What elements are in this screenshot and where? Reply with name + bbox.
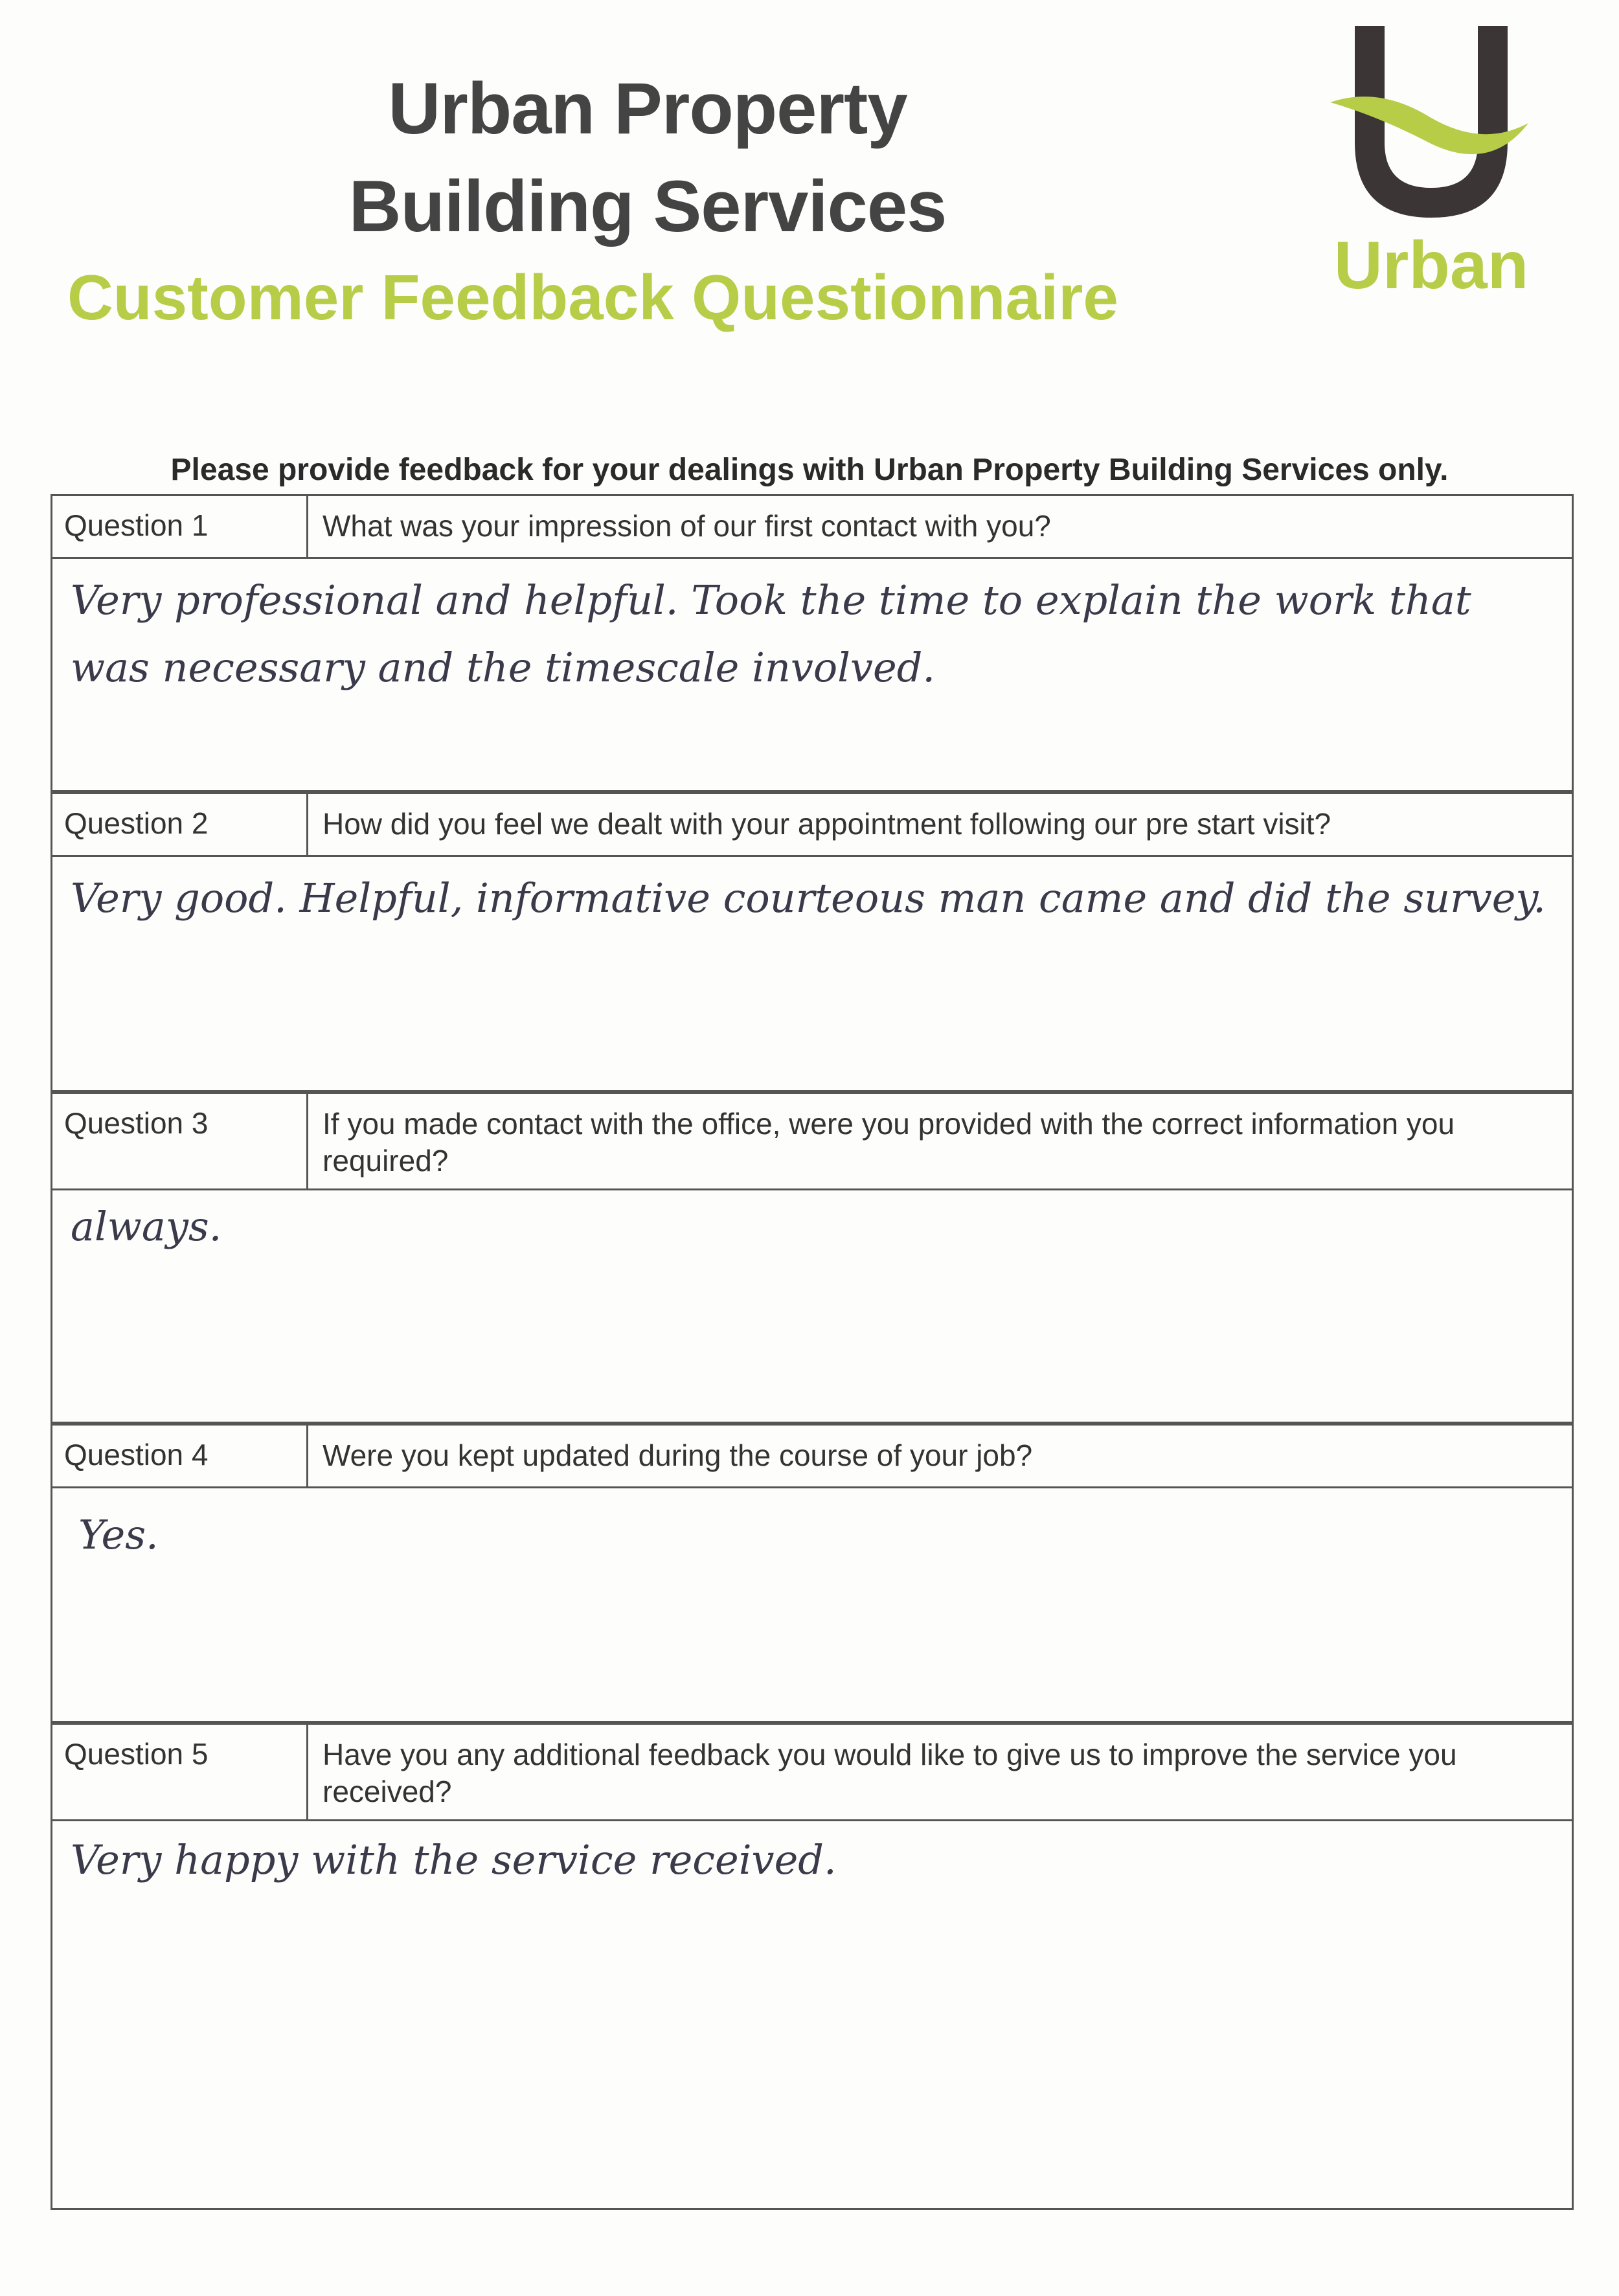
question-header-row — [51, 1424, 1574, 1488]
title-line-1: Urban Property — [388, 68, 907, 149]
title-line-2: Building Services — [348, 166, 947, 247]
question-text: How did you feel we dealt with your appointment following our pre start visit? — [323, 807, 1331, 841]
question-label: Question 4 — [52, 1426, 308, 1486]
instruction-text: Please provide feedback for your dealings with Urban Property Building Services only. — [170, 453, 1449, 487]
question-text: If you made contact with the office, were you provided with the correct information you required? — [323, 1107, 1455, 1177]
question-header-row — [51, 494, 1574, 559]
question-header-row — [51, 1092, 1574, 1190]
handwritten-answer: Very happy with the service received. — [51, 1821, 1574, 2210]
urban-u-logo-icon — [1321, 26, 1541, 233]
question-label: Question 5 — [52, 1725, 308, 1819]
urban-logo — [1321, 26, 1541, 311]
question-text: Have you any additional feedback you would like to give us to improve the service you received? — [323, 1738, 1457, 1808]
handwritten-answer: always. — [51, 1190, 1574, 1424]
question-label: Question 2 — [52, 794, 308, 855]
handwritten-answer: Very professional and helpful. Took the time to explain the work that was necessary and the timescale involved. — [51, 559, 1574, 792]
question-label: Question 1 — [52, 496, 308, 557]
question-header-row — [51, 1723, 1574, 1821]
handwritten-answer: Very good. Helpful, informative courteous man came and did the survey. — [51, 857, 1574, 1092]
question-header-row — [51, 792, 1574, 857]
form-subtitle: Customer Feedback Questionnaire — [67, 262, 1118, 333]
question-text: Were you kept updated during the course of your job? — [323, 1438, 1033, 1472]
logo-text: Urban — [1333, 228, 1529, 303]
question-text: What was your impression of our first contact with you? — [323, 509, 1051, 543]
handwritten-answer: Yes. — [51, 1488, 1574, 1723]
question-label: Question 3 — [52, 1094, 308, 1188]
